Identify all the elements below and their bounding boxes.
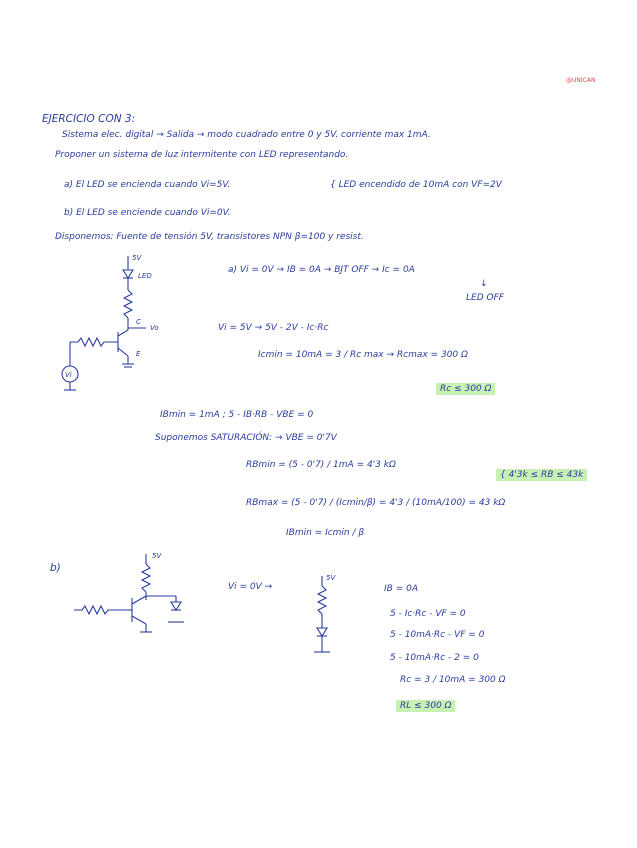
part-a-ibmin: IBmin = 1mA ; 5 - IB·RB - VBE = 0 — [160, 410, 314, 420]
case-a-text: a) El LED se encienda cuando Vi=5V. — [64, 180, 231, 190]
circuit-a-diagram — [50, 248, 230, 398]
part-b-eq1: 5 - Ic·Rc - VF = 0 — [390, 609, 466, 619]
part-a-saturation: Suponemos SATURACIÓN: → VBE = 0'7V — [155, 433, 337, 443]
part-a-led-off: LED OFF — [466, 293, 504, 303]
circuit-b-diagram — [70, 550, 210, 640]
part-b-eq2: 5 - 10mA·Rc - VF = 0 — [390, 630, 485, 640]
intro-line-1: Sistema elec. digital → Salida → modo cuadrado entre 0 y 5V. corriente max 1mA. — [62, 130, 431, 140]
circuit-a-vcc-label: 5V — [132, 254, 142, 262]
part-a-ibmin-def: IBmin = Icmin / β — [286, 528, 365, 538]
circuit-a-led-label: LED — [138, 272, 152, 280]
circuit-b-vcc-label: 5V — [152, 552, 162, 560]
available-components: Disponemos: Fuente de tensión 5V, transistores NPN β=100 y resist. — [55, 232, 364, 242]
circuit-b-equivalent — [306, 572, 356, 667]
part-a-line-1: a) Vi = 0V → IB = 0A → BJT OFF → Ic = 0A — [228, 265, 415, 275]
part-a-rbmax: RBmax = (5 - 0'7) / (Icmin/β) = 4'3 / (10mA/100) = 43 kΩ — [246, 498, 506, 508]
part-b-label: b) — [50, 562, 61, 574]
part-a-rc-result: Rc ≤ 300 Ω — [436, 383, 495, 395]
circuit-a-source-label: Vi — [65, 371, 72, 379]
circuit-b-eq-vcc-label: 5V — [326, 574, 336, 582]
intro-line-2: Proponer un sistema de luz intermitente con LED representando. — [55, 150, 349, 160]
part-b-ib: IB = 0A — [384, 584, 418, 594]
exercise-title: EJERCICIO CON 3: — [42, 113, 136, 125]
part-b-eq3: 5 - 10mA·Rc - 2 = 0 — [390, 653, 479, 663]
led-note: { LED encendido de 10mA con VF=2V — [330, 180, 502, 190]
part-a-arrow: ↓ — [480, 279, 488, 289]
part-b-vi0: Vi = 0V → — [228, 582, 273, 592]
part-a-rbmin: RBmin = (5 - 0'7) / 1mA = 4'3 kΩ — [246, 460, 396, 470]
part-a-rb-range: { 4'3k ≤ RB ≤ 43k — [496, 469, 587, 481]
part-a-line-3: Vi = 5V → 5V - 2V - Ic·Rc — [218, 323, 329, 333]
case-b-text: b) El LED se enciende cuando Vi=0V. — [64, 208, 231, 218]
circuit-a-c-label: C — [136, 318, 141, 326]
circuit-a-e-label: E — [136, 350, 141, 358]
part-b-eq4: Rc = 3 / 10mA = 300 Ω — [400, 675, 506, 685]
header-mark: @UNICAN — [566, 77, 596, 84]
part-a-icmin: Icmin = 10mA = 3 / Rc max → Rcmax = 300 Ω — [258, 350, 468, 360]
part-b-rc-result: RL ≤ 300 Ω — [396, 700, 455, 712]
circuit-a-vo-label: Vo — [150, 324, 159, 332]
